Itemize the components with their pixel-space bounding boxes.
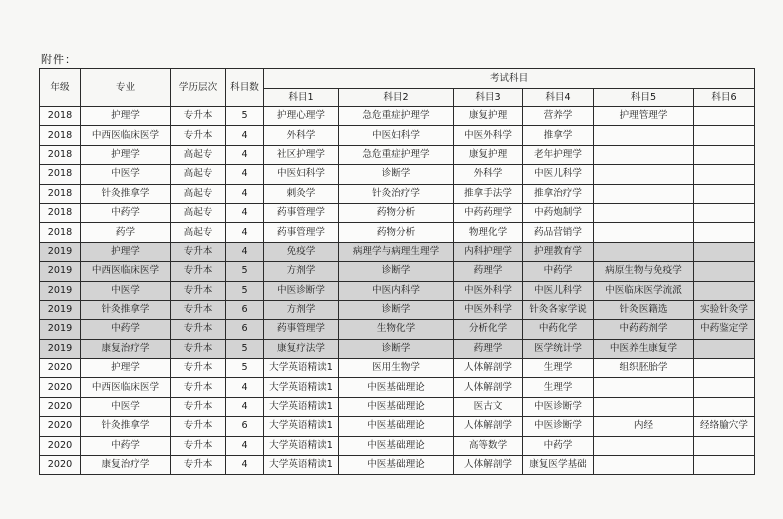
subject-3-cell: 中药药理学 [454, 203, 523, 222]
major-cell: 中药学 [81, 320, 171, 339]
major-cell: 护理学 [81, 145, 171, 164]
table-row [40, 281, 755, 300]
year-cell: 2020 [40, 456, 81, 475]
subject-6-cell [694, 359, 755, 378]
subject-3-cell: 康复护理 [454, 145, 523, 164]
subject-1-cell: 大学英语精读1 [264, 456, 339, 475]
table-row [40, 378, 755, 397]
subject-5-cell [594, 184, 694, 203]
table-row [40, 126, 755, 145]
subject-3-cell: 内科护理学 [454, 242, 523, 261]
header-major: 专业 [81, 69, 171, 107]
subject-6-cell [694, 397, 755, 416]
year-cell: 2018 [40, 223, 81, 242]
subject-4-cell: 中药化学 [523, 320, 594, 339]
level-cell: 专升本 [171, 359, 226, 378]
major-cell: 中医学 [81, 165, 171, 184]
year-cell: 2020 [40, 359, 81, 378]
header-subject-count: 科目数 [226, 69, 264, 107]
major-cell: 护理学 [81, 242, 171, 261]
subject-2-cell: 针灸治疗学 [339, 184, 454, 203]
major-cell: 中医学 [81, 281, 171, 300]
subject-6-cell [694, 242, 755, 261]
subject-6-cell [694, 378, 755, 397]
subject-4-cell: 中药学 [523, 262, 594, 281]
header-level: 学历层次 [171, 69, 226, 107]
attachment-label: 附件： [41, 53, 77, 66]
subject-3-cell: 人体解剖学 [454, 456, 523, 475]
subject-5-cell [594, 126, 694, 145]
level-cell: 专升本 [171, 300, 226, 319]
subject-2-cell: 中医基础理论 [339, 436, 454, 455]
subject-5-cell [594, 203, 694, 222]
subject-2-cell: 诊断学 [339, 262, 454, 281]
table-row [40, 262, 755, 281]
major-cell: 中西医临床医学 [81, 378, 171, 397]
year-cell: 2019 [40, 281, 81, 300]
subject-2-cell: 生物化学 [339, 320, 454, 339]
year-cell: 2019 [40, 339, 81, 358]
subject-2-cell: 药物分析 [339, 203, 454, 222]
subject-4-cell: 中医儿科学 [523, 281, 594, 300]
subject-count-cell: 4 [226, 203, 264, 222]
year-cell: 2020 [40, 378, 81, 397]
subject-count-cell: 6 [226, 320, 264, 339]
subject-4-cell: 中医诊断学 [523, 417, 594, 436]
subject-6-cell [694, 107, 755, 126]
year-cell: 2019 [40, 262, 81, 281]
subject-4-cell: 推拿治疗学 [523, 184, 594, 203]
subject-2-cell: 中医基础理论 [339, 378, 454, 397]
subject-6-cell [694, 165, 755, 184]
subject-5-cell [594, 242, 694, 261]
table-row [40, 417, 755, 436]
level-cell: 专升本 [171, 456, 226, 475]
level-cell: 专升本 [171, 378, 226, 397]
subject-2-cell: 中医妇科学 [339, 126, 454, 145]
subject-4-cell: 老年护理学 [523, 145, 594, 164]
subject-3-cell: 中医外科学 [454, 126, 523, 145]
subject-2-cell: 急危重症护理学 [339, 107, 454, 126]
major-cell: 护理学 [81, 359, 171, 378]
subject-4-cell: 中医儿科学 [523, 165, 594, 184]
subject-3-cell: 药理学 [454, 339, 523, 358]
table-row [40, 436, 755, 455]
subject-1-cell: 中医妇科学 [264, 165, 339, 184]
subject-3-cell: 外科学 [454, 165, 523, 184]
subject-6-cell: 中药鉴定学 [694, 320, 755, 339]
subject-4-cell: 药品营销学 [523, 223, 594, 242]
subject-6-cell [694, 203, 755, 222]
subject-3-cell: 分析化学 [454, 320, 523, 339]
subject-1-cell: 药事管理学 [264, 203, 339, 222]
subject-count-cell: 4 [226, 456, 264, 475]
level-cell: 高起专 [171, 165, 226, 184]
level-cell: 专升本 [171, 320, 226, 339]
subject-count-cell: 5 [226, 359, 264, 378]
subject-3-cell: 推拿手法学 [454, 184, 523, 203]
subject-4-cell: 医学统计学 [523, 339, 594, 358]
major-cell: 中西医临床医学 [81, 262, 171, 281]
major-cell: 中医学 [81, 397, 171, 416]
subject-1-cell: 大学英语精读1 [264, 436, 339, 455]
subject-2-cell: 医用生物学 [339, 359, 454, 378]
subject-count-cell: 5 [226, 262, 264, 281]
subject-count-cell: 4 [226, 126, 264, 145]
subject-4-cell: 生理学 [523, 378, 594, 397]
major-cell: 药学 [81, 223, 171, 242]
subject-count-cell: 5 [226, 339, 264, 358]
major-cell: 中西医临床医学 [81, 126, 171, 145]
subject-count-cell: 6 [226, 417, 264, 436]
subject-2-cell: 急危重症护理学 [339, 145, 454, 164]
year-cell: 2018 [40, 107, 81, 126]
subject-4-cell: 生理学 [523, 359, 594, 378]
subject-2-cell: 诊断学 [339, 339, 454, 358]
year-cell: 2018 [40, 126, 81, 145]
table-row [40, 145, 755, 164]
subject-count-cell: 6 [226, 300, 264, 319]
header-subject-1: 科目1 [264, 89, 339, 107]
header-exam-subjects: 考试科目 [264, 69, 755, 89]
subject-5-cell: 组织胚胎学 [594, 359, 694, 378]
year-cell: 2020 [40, 397, 81, 416]
subject-6-cell [694, 339, 755, 358]
subject-6-cell: 实验针灸学 [694, 300, 755, 319]
major-cell: 康复治疗学 [81, 339, 171, 358]
subject-1-cell: 药事管理学 [264, 223, 339, 242]
level-cell: 专升本 [171, 107, 226, 126]
table-row [40, 300, 755, 319]
subject-count-cell: 4 [226, 165, 264, 184]
level-cell: 专升本 [171, 281, 226, 300]
subject-3-cell: 药理学 [454, 262, 523, 281]
subject-count-cell: 4 [226, 145, 264, 164]
subject-3-cell: 人体解剖学 [454, 359, 523, 378]
table-row [40, 320, 755, 339]
subject-1-cell: 中医诊断学 [264, 281, 339, 300]
level-cell: 专升本 [171, 262, 226, 281]
table-row [40, 456, 755, 475]
subject-5-cell [594, 456, 694, 475]
year-cell: 2018 [40, 145, 81, 164]
subject-3-cell: 康复护理 [454, 107, 523, 126]
subject-2-cell: 中医基础理论 [339, 417, 454, 436]
subject-1-cell: 外科学 [264, 126, 339, 145]
level-cell: 专升本 [171, 339, 226, 358]
subject-3-cell: 高等数学 [454, 436, 523, 455]
level-cell: 专升本 [171, 417, 226, 436]
table-row [40, 107, 755, 126]
subject-count-cell: 4 [226, 378, 264, 397]
subject-1-cell: 康复疗法学 [264, 339, 339, 358]
year-cell: 2018 [40, 165, 81, 184]
subject-2-cell: 中医内科学 [339, 281, 454, 300]
subject-5-cell: 护理管理学 [594, 107, 694, 126]
subject-count-cell: 4 [226, 242, 264, 261]
table-row [40, 203, 755, 222]
subject-1-cell: 大学英语精读1 [264, 378, 339, 397]
subject-1-cell: 刺灸学 [264, 184, 339, 203]
subject-5-cell [594, 378, 694, 397]
subject-6-cell [694, 281, 755, 300]
year-cell: 2019 [40, 320, 81, 339]
level-cell: 专升本 [171, 126, 226, 145]
subject-1-cell: 方剂学 [264, 300, 339, 319]
subject-count-cell: 4 [226, 184, 264, 203]
subject-count-cell: 4 [226, 436, 264, 455]
level-cell: 专升本 [171, 436, 226, 455]
subject-5-cell [594, 223, 694, 242]
year-cell: 2018 [40, 203, 81, 222]
subject-4-cell: 针灸各家学说 [523, 300, 594, 319]
header-subject-4: 科目4 [523, 89, 594, 107]
subject-5-cell: 中药药剂学 [594, 320, 694, 339]
subject-2-cell: 诊断学 [339, 165, 454, 184]
subject-5-cell: 病原生物与免疫学 [594, 262, 694, 281]
subject-6-cell [694, 436, 755, 455]
subject-count-cell: 5 [226, 281, 264, 300]
subject-4-cell: 中药炮制学 [523, 203, 594, 222]
major-cell: 护理学 [81, 107, 171, 126]
table-body [40, 107, 755, 475]
major-cell: 康复治疗学 [81, 456, 171, 475]
year-cell: 2020 [40, 436, 81, 455]
subject-4-cell: 康复医学基础 [523, 456, 594, 475]
subject-6-cell [694, 456, 755, 475]
level-cell: 专升本 [171, 242, 226, 261]
subject-1-cell: 大学英语精读1 [264, 397, 339, 416]
year-cell: 2018 [40, 184, 81, 203]
subject-6-cell: 经络腧穴学 [694, 417, 755, 436]
subject-5-cell [594, 165, 694, 184]
subject-3-cell: 人体解剖学 [454, 417, 523, 436]
subject-2-cell: 中医基础理论 [339, 397, 454, 416]
header-year: 年级 [40, 69, 81, 107]
subject-1-cell: 药事管理学 [264, 320, 339, 339]
subject-2-cell: 药物分析 [339, 223, 454, 242]
table-row [40, 339, 755, 358]
subject-3-cell: 人体解剖学 [454, 378, 523, 397]
subject-1-cell: 大学英语精读1 [264, 359, 339, 378]
subject-1-cell: 大学英语精读1 [264, 417, 339, 436]
subject-1-cell: 免疫学 [264, 242, 339, 261]
year-cell: 2019 [40, 242, 81, 261]
table-row [40, 242, 755, 261]
subject-1-cell: 方剂学 [264, 262, 339, 281]
subject-count-cell: 4 [226, 397, 264, 416]
level-cell: 高起专 [171, 223, 226, 242]
level-cell: 高起专 [171, 184, 226, 203]
table-row [40, 165, 755, 184]
subject-4-cell: 营养学 [523, 107, 594, 126]
table-row [40, 359, 755, 378]
year-cell: 2020 [40, 417, 81, 436]
subject-3-cell: 医古文 [454, 397, 523, 416]
major-cell: 针灸推拿学 [81, 417, 171, 436]
subject-4-cell: 推拿学 [523, 126, 594, 145]
exam-subjects-table [39, 68, 755, 475]
table-header [40, 69, 755, 107]
subject-5-cell: 针灸医籍选 [594, 300, 694, 319]
subject-5-cell [594, 145, 694, 164]
subject-5-cell [594, 436, 694, 455]
header-subject-6: 科目6 [694, 89, 755, 107]
header-subject-5: 科目5 [594, 89, 694, 107]
subject-1-cell: 社区护理学 [264, 145, 339, 164]
subject-4-cell: 中药学 [523, 436, 594, 455]
level-cell: 高起专 [171, 203, 226, 222]
subject-2-cell: 病理学与病理生理学 [339, 242, 454, 261]
subject-5-cell: 内经 [594, 417, 694, 436]
header-subject-2: 科目2 [339, 89, 454, 107]
major-cell: 中药学 [81, 436, 171, 455]
major-cell: 针灸推拿学 [81, 300, 171, 319]
subject-3-cell: 中医外科学 [454, 300, 523, 319]
subject-4-cell: 中医诊断学 [523, 397, 594, 416]
subject-6-cell [694, 145, 755, 164]
subject-count-cell: 5 [226, 107, 264, 126]
subject-6-cell [694, 126, 755, 145]
major-cell: 针灸推拿学 [81, 184, 171, 203]
subject-6-cell [694, 223, 755, 242]
level-cell: 高起专 [171, 145, 226, 164]
subject-4-cell: 护理教育学 [523, 242, 594, 261]
subject-3-cell: 中医外科学 [454, 281, 523, 300]
subject-2-cell: 诊断学 [339, 300, 454, 319]
major-cell: 中药学 [81, 203, 171, 222]
subject-6-cell [694, 184, 755, 203]
subject-5-cell [594, 397, 694, 416]
table-row [40, 184, 755, 203]
table-row [40, 397, 755, 416]
level-cell: 专升本 [171, 397, 226, 416]
table-row [40, 223, 755, 242]
year-cell: 2019 [40, 300, 81, 319]
subject-3-cell: 物理化学 [454, 223, 523, 242]
subject-1-cell: 护理心理学 [264, 107, 339, 126]
subject-5-cell: 中医养生康复学 [594, 339, 694, 358]
subject-2-cell: 中医基础理论 [339, 456, 454, 475]
header-subject-3: 科目3 [454, 89, 523, 107]
subject-6-cell [694, 262, 755, 281]
subject-5-cell: 中医临床医学流派 [594, 281, 694, 300]
subject-count-cell: 4 [226, 223, 264, 242]
